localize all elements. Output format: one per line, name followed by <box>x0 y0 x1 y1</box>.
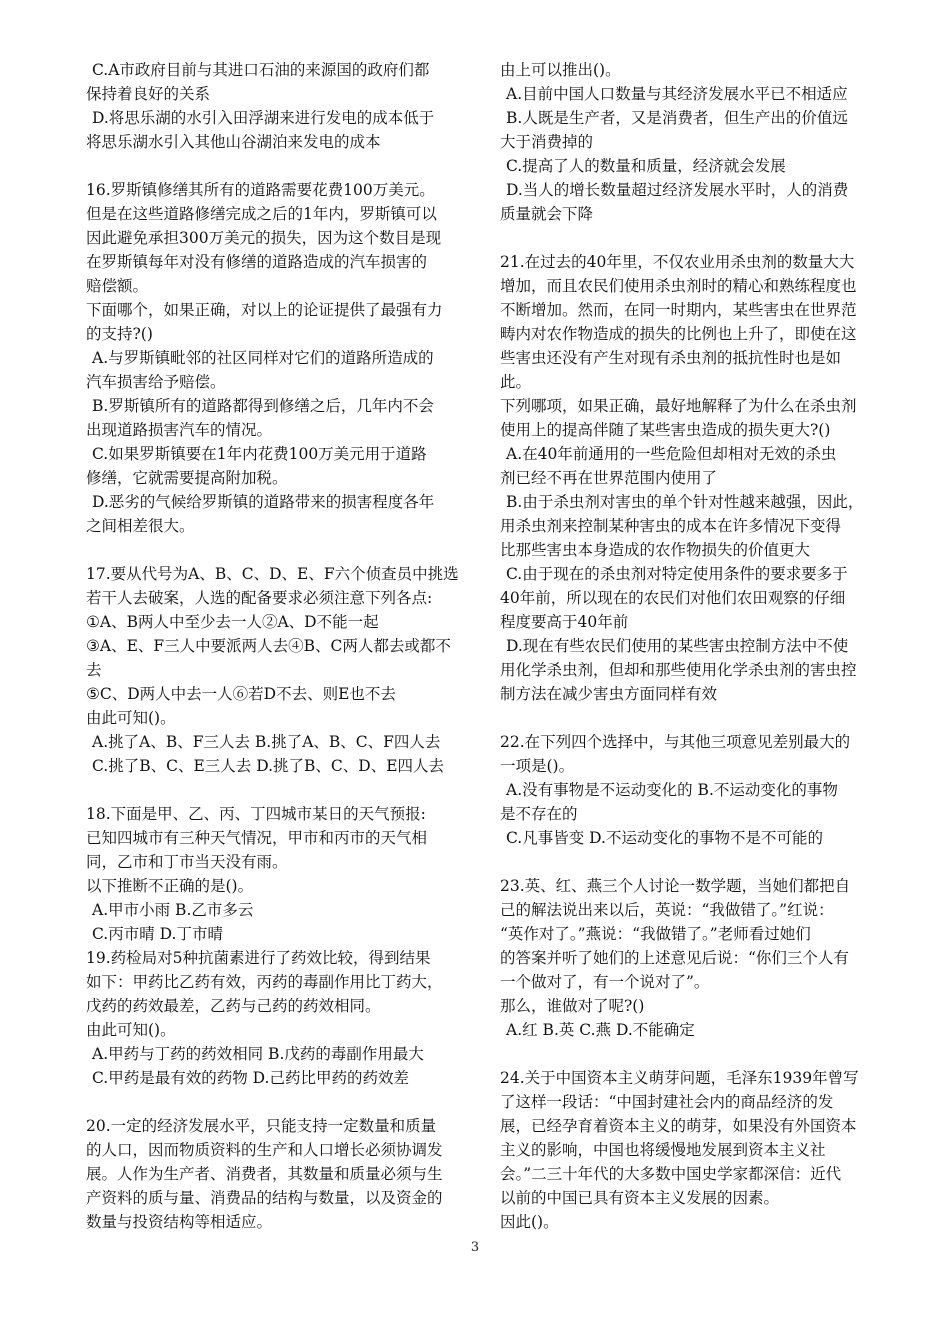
option-line: A.甲市小雨 B.乙市多云 <box>92 901 254 919</box>
text-line: 汽车损害给予赔偿。 <box>86 373 226 391</box>
text-line: 质量就会下降 <box>500 205 594 223</box>
left-column <box>86 58 468 1234</box>
text-line: 不断增加。然而，在同一时期内，某些害虫在世界范 <box>500 301 857 319</box>
option-line: C.甲药是最有效的药物 D.己药比甲药的药效差 <box>92 1069 409 1087</box>
option-line: D.恶劣的气候给罗斯镇的道路带来的损害程度各年 <box>92 493 435 511</box>
text-line: 若干人去破案，人选的配备要求必须注意下列各点: <box>86 589 433 607</box>
text-line: 用杀虫剂来控制某种害虫的成本在许多情况下变得 <box>500 517 842 535</box>
text-line: 之间相差很大。 <box>86 517 195 535</box>
text-line: 在罗斯镇每年对没有修缮的道路造成的汽车损害的 <box>86 253 428 271</box>
text-line: 但是在这些道路修缮完成之后的1年内，罗斯镇可以 <box>86 205 437 223</box>
option-line: A.甲药与丁药的药效相同 B.戊药的毒副作用最大 <box>92 1045 424 1063</box>
text-line: 以前的中国已具有资本主义发展的因素。 <box>500 1189 780 1207</box>
option-line: C.凡事皆变 D.不运动变化的事物不是不可能的 <box>506 829 823 847</box>
text-line: 用化学杀虫剂，但却和那些使用化学杀虫剂的害虫控 <box>500 661 857 679</box>
text-line: 数量与投资结构等相适应。 <box>86 1213 273 1231</box>
text-line: 畴内对农作物造成的损失的比例也上升了，即使在这 <box>500 325 857 343</box>
text-line: ①A、B两人中至少去一人②A、D不能一起 <box>86 613 379 631</box>
text-line: 22.在下列四个选择中，与其他三项意见差别最大的 <box>500 733 851 751</box>
text-line: 一项是()。 <box>500 757 575 775</box>
text-line: 保持着良好的关系 <box>86 85 211 103</box>
text-line: 40年前，所以现在的农民们对他们农田观察的仔细 <box>500 589 846 607</box>
option-line: C.挑了B、C、E三人去 D.挑了B、C、D、E四人去 <box>92 757 445 775</box>
text-line: 以下推断不正确的是()。 <box>86 877 254 895</box>
option-line: C.A市政府目前与其进口石油的来源国的政府们都 <box>92 61 430 79</box>
text-line: 那么，谁做对了呢?() <box>500 997 645 1015</box>
option-line: A.在40年前通用的一些危险但却相对无效的杀虫 <box>506 445 837 463</box>
text-line: 出现道路损害汽车的情况。 <box>86 421 273 439</box>
text-line: 已知四城市有三种天气情况，甲市和丙市的天气相 <box>86 829 428 847</box>
text-line: 下列哪项，如果正确，最好地解释了为什么在杀虫剂 <box>500 397 857 415</box>
paragraph-gap <box>500 706 882 730</box>
text-line: 戊药的药效最差，乙药与己药的药效相同。 <box>86 997 381 1015</box>
text-line: 了这样一段话：“中国封建社会内的商品经济的发 <box>500 1093 834 1111</box>
text-line: 程度要高于40年前 <box>500 613 629 631</box>
paragraph-gap <box>86 538 468 562</box>
option-line: D.现在有些农民们使用的某些害虫控制方法中不使 <box>506 637 849 655</box>
page-number: 3 <box>470 1240 480 1255</box>
text-line: 同，乙市和丁市当天没有雨。 <box>86 853 288 871</box>
text-line: 比那些害虫本身造成的农作物损失的价值更大 <box>500 541 811 559</box>
text-line: 展，已经孕育着资本主义的萌芽，如果没有外国资本 <box>500 1117 857 1135</box>
text-line: ⑤C、D两人中去一人⑥若D不去、则E也不去 <box>86 685 396 703</box>
text-line: 因此避免承担300万美元的损失，因为这个数目是现 <box>86 229 442 247</box>
text-line: 的答案并听了她们的上述意见后说：“你们三个人有 <box>500 949 849 967</box>
option-line: A.与罗斯镇毗邻的社区同样对它们的道路所造成的 <box>92 349 434 367</box>
text-line: 因此()。 <box>500 1213 559 1231</box>
text-line: 是不存在的 <box>500 805 578 823</box>
paragraph-gap <box>500 1042 882 1066</box>
text-line: 大于消费掉的 <box>500 133 594 151</box>
option-line: C.丙市晴 D.丁市晴 <box>92 925 223 943</box>
option-line: D.当人的增长数量超过经济发展水平时，人的消费 <box>506 181 849 199</box>
option-line: B.人既是生产者，又是消费者，但生产出的价值远 <box>506 109 848 127</box>
option-line: C.提高了人的数量和质量，经济就会发展 <box>506 157 786 175</box>
text-line: 由上可以推出()。 <box>500 61 621 79</box>
option-line: C.由于现在的杀虫剂对特定使用条件的要求要多于 <box>506 565 848 583</box>
option-line: A.目前中国人口数量与其经济发展水平已不相适应 <box>506 85 848 103</box>
option-line: C.如果罗斯镇要在1年内花费100万美元用于道路 <box>92 445 427 463</box>
paragraph-gap <box>500 850 882 874</box>
text-line: ③A、E、F三人中要派两人去④B、C两人都去或都不 <box>86 637 451 655</box>
paragraph-gap <box>500 226 882 250</box>
text-line: 23.英、红、燕三个人讨论一数学题，当她们都把自 <box>500 877 851 895</box>
text-line: 使用上的提高伴随了某些害虫造成的损失更大?() <box>500 421 831 439</box>
text-line: 18.下面是甲、乙、丙、丁四城市某日的天气预报: <box>86 805 426 823</box>
paragraph-gap <box>86 154 468 178</box>
text-line: 将思乐湖水引入其他山谷湖泊来发电的成本 <box>86 133 381 151</box>
text-line: 由此可知()。 <box>86 1021 176 1039</box>
text-line: 剂已经不再在世界范围内使用了 <box>500 469 718 487</box>
paragraph-gap <box>86 778 468 802</box>
text-line: 己的解法说出来以后，英说：“我做错了。”红说： <box>500 901 834 919</box>
text-line: 21.在过去的40年里，不仅农业用杀虫剂的数量大大 <box>500 253 855 271</box>
text-line: 展。人作为生产者、消费者，其数量和质量必须与生 <box>86 1165 443 1183</box>
text-line: 去 <box>86 661 102 679</box>
text-line: 增加，而且农民们使用杀虫剂时的精心和熟练程度也 <box>500 277 857 295</box>
text-line: 19.药检局对5种抗菌素进行了药效比较，得到结果 <box>86 949 431 967</box>
option-line: D.将思乐湖的水引入田浮湖来进行发电的成本低于 <box>92 109 435 127</box>
text-line: 16.罗斯镇修缮其所有的道路需要花费100万美元。 <box>86 181 435 199</box>
text-line: 由此可知()。 <box>86 709 176 727</box>
text-line: 17.要从代号为A、B、C、D、E、F六个侦查员中挑选 <box>86 565 459 583</box>
option-line: B.罗斯镇所有的道路都得到修缮之后，几年内不会 <box>92 397 434 415</box>
right-column <box>500 58 882 1234</box>
text-line: 一个做对了，有一个说对了”。 <box>500 973 710 991</box>
text-line: 主义的影响，中国也将缓慢地发展到资本主义社 <box>500 1141 826 1159</box>
text-line: 产资料的质与量、消费品的结构与数量，以及资金的 <box>86 1189 443 1207</box>
text-line: 24.关于中国资本主义萌芽问题，毛泽东1939年曾写 <box>500 1069 859 1087</box>
option-line: A.挑了A、B、F三人去 B.挑了A、B、C、F四人去 <box>92 733 441 751</box>
text-line: “英作对了。”燕说：“我做错了。”老师看过她们 <box>500 925 811 943</box>
text-line: 赔偿额。 <box>86 277 149 295</box>
paragraph-gap <box>86 1090 468 1114</box>
text-line: 下面哪个，如果正确，对以上的论证提供了最强有力 <box>86 301 443 319</box>
option-line: B.由于杀虫剂对害虫的单个针对性越来越强，因此， <box>506 493 864 511</box>
text-line: 修缮，它就需要提高附加税。 <box>86 469 288 487</box>
text-line: 制方法在减少害虫方面同样有效 <box>500 685 718 703</box>
text-line: 此。 <box>500 373 532 391</box>
text-line: 些害虫还没有产生对现有杀虫剂的抵抗性时也是如 <box>500 349 842 367</box>
option-line: A.没有事物是不运动变化的 B.不运动变化的事物 <box>506 781 838 799</box>
option-line: A.红 B.英 C.燕 D.不能确定 <box>506 1021 695 1039</box>
text-line: 20.一定的经济发展水平，只能支持一定数量和质量 <box>86 1117 437 1135</box>
text-line: 的人口，因而物质资料的生产和人口增长必须协调发 <box>86 1141 443 1159</box>
text-line: 如下：甲药比乙药有效，丙药的毒副作用比丁药大， <box>86 973 443 991</box>
text-line: 的支持?() <box>86 325 153 343</box>
text-line: 会。”二三十年代的大多数中国史学家都深信：近代 <box>500 1165 842 1183</box>
